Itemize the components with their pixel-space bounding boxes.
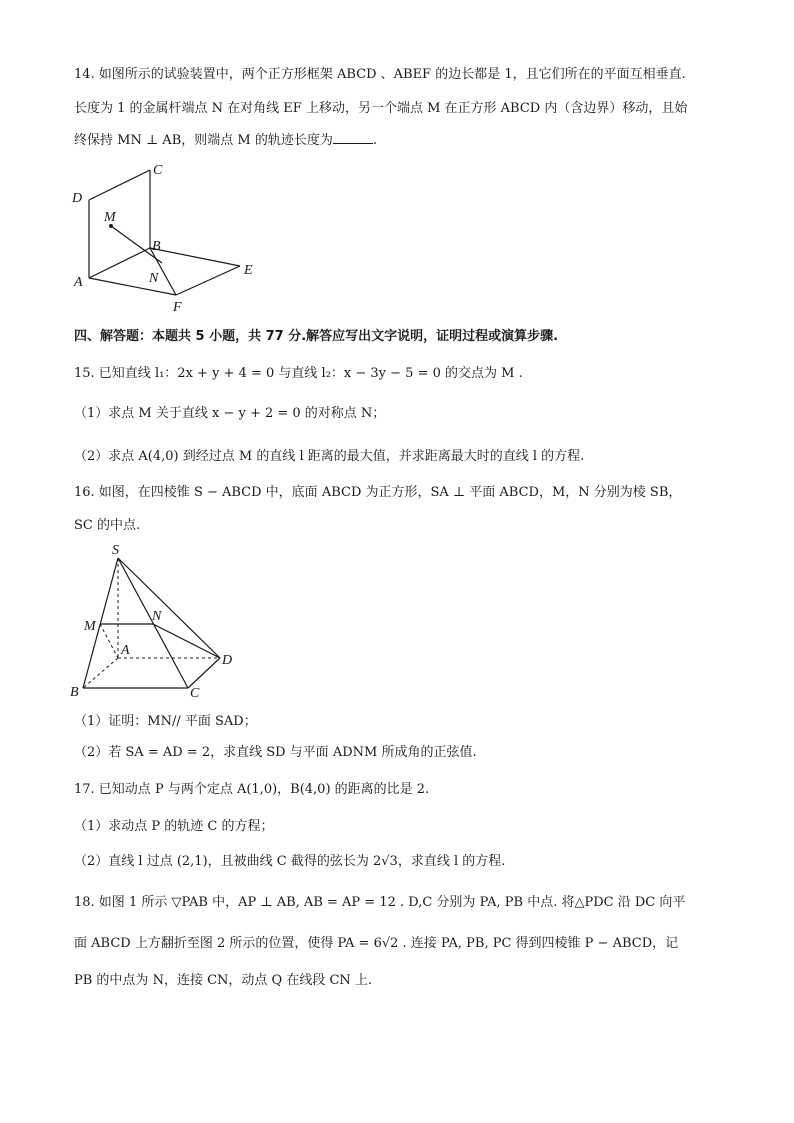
q17-line-1: 17. 已知动点 P 与两个定点 A(1,0)，B(4,0) 的距离的比是 2. — [74, 782, 430, 797]
q14-line-3-text: 终保持 MN ⊥ AB，则端点 M 的轨迹长度为 — [74, 133, 333, 148]
section-4-title: 四、解答题：本题共 5 小题，共 77 分.解答应写出文字说明，证明过程或演算步骤. — [74, 329, 559, 344]
label-D: D — [72, 191, 83, 206]
label-A: A — [74, 275, 83, 290]
label-M: M — [84, 619, 96, 634]
segment-MA-hidden — [100, 624, 118, 658]
q14-line-3 — [74, 131, 377, 150]
q14-line-1: 14. 如图所示的试验装置中，两个正方形框架 ABCD 、ABEF 的边长都是 1，且它们所在的平面互相垂直. — [74, 67, 686, 82]
q14-figure — [66, 158, 276, 318]
label-C: C — [190, 686, 200, 700]
q18-line-3: PB 的中点为 N，连接 CN，动点 Q 在线段 CN 上. — [74, 973, 373, 988]
q17-part-1: （1）求动点 P 的轨迹 C 的方程； — [74, 819, 274, 834]
q15-part-2: （2）求点 A(4,0) 到经过点 M 的直线 l 距离的最大值，并求距离最大时的直线 l 的方程. — [74, 449, 585, 464]
q18-line-1: 18. 如图 1 所示 ▽PAB 中，AP ⊥ AB, AB = AP = 12 . D,C 分别为 PA, PB 中点. 将△PDC 沿 DC 向平 — [74, 895, 686, 910]
edge-FE — [176, 266, 240, 295]
label-A: A — [121, 643, 130, 658]
label-N: N — [149, 271, 159, 286]
label-M: M — [104, 210, 116, 225]
edge-CD — [188, 658, 220, 688]
edge-AB-hidden — [83, 658, 118, 688]
label-S: S — [112, 543, 119, 558]
label-E: E — [244, 263, 253, 278]
label-C: C — [153, 163, 163, 178]
q15-part-1: （1）求点 M 关于直线 x − y + 2 = 0 的对称点 N； — [74, 406, 386, 421]
q18-line-2: 面 ABCD 上方翻折至图 2 所示的位置，使得 PA = 6√2 . 连接 PA, PB, PC 得到四棱锥 P − ABCD，记 — [74, 936, 679, 951]
edge-AB — [89, 248, 150, 278]
q17-part-2: （2）直线 l 过点 (2,1)，且被曲线 C 截得的弦长为 2√3，求直线 l 的方程. — [74, 854, 506, 869]
edge-BE — [150, 248, 240, 266]
edge-SD — [118, 558, 220, 658]
q16-line-1: 16. 如图，在四棱锥 S − ABCD 中，底面 ABCD 为正方形，SA ⊥ 平面 ABCD，M，N 分别为棱 SB， — [74, 485, 682, 500]
label-F: F — [173, 300, 182, 315]
q16-part-2: （2）若 SA = AD = 2，求直线 SD 与平面 ADNM 所成角的正弦值. — [74, 745, 477, 760]
label-N: N — [152, 609, 162, 624]
label-D: D — [222, 653, 233, 668]
edge-AF — [89, 278, 176, 295]
q16-part-1: （1）证明：MN// 平面 SAD； — [74, 714, 257, 729]
q16-figure — [66, 540, 246, 700]
label-B: B — [152, 239, 161, 254]
label-B: B — [70, 685, 79, 700]
q15-line-1: 15. 已知直线 l₁：2x + y + 4 = 0 与直线 l₂：x − 3y − 5 = 0 的交点为 M . — [74, 366, 523, 381]
answer-blank — [333, 131, 373, 144]
q14-line-2: 长度为 1 的金属杆端点 N 在对角线 EF 上移动，另一个端点 M 在正方形 ABCD 内（含边界）移动，且始 — [74, 101, 688, 116]
q14-line-3-end: . — [372, 133, 377, 148]
edge-DC — [89, 170, 150, 200]
q16-line-2: SC 的中点. — [74, 518, 141, 533]
